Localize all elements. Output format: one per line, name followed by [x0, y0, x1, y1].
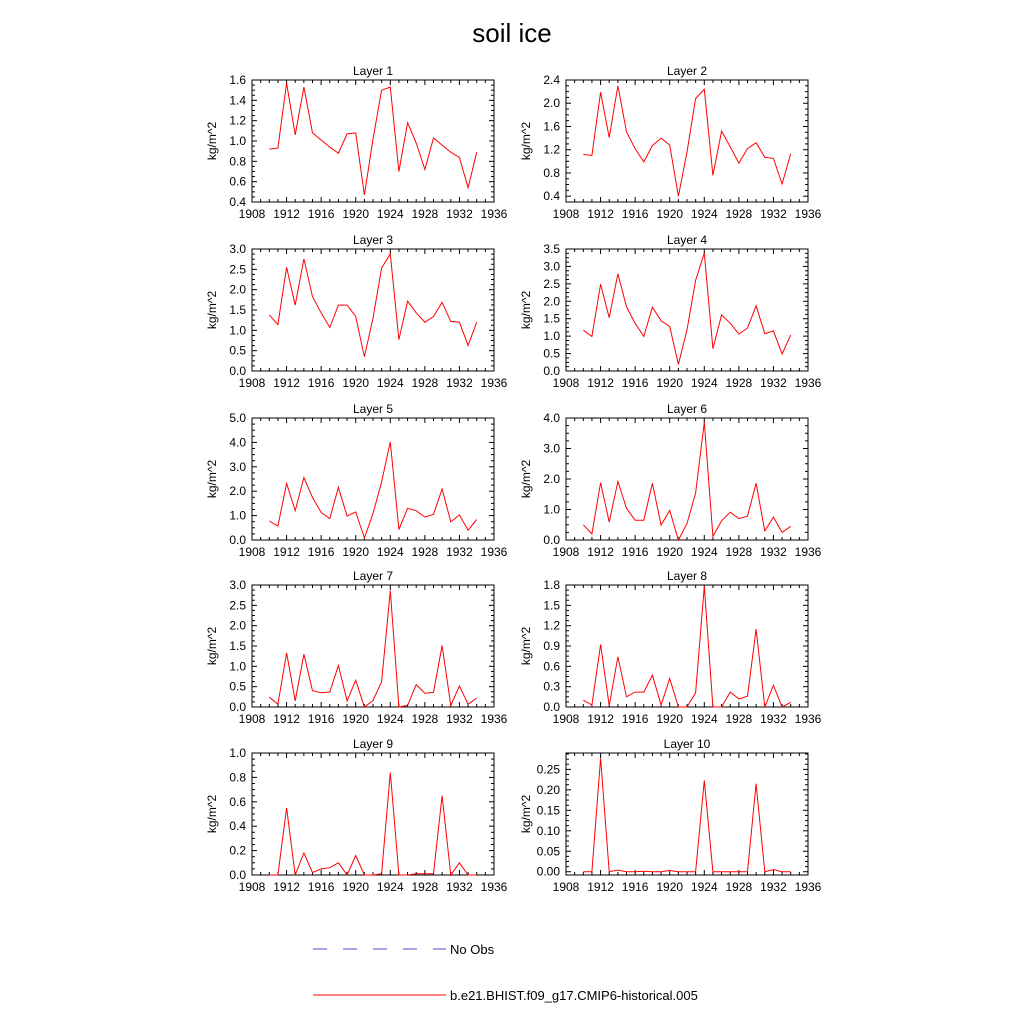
chart-8-xtick-label: 1920 [656, 712, 684, 726]
chart-9-ytick-label: 1.0 [229, 746, 246, 760]
chart-2-xtick-label: 1936 [794, 207, 822, 221]
chart-8-xtick-label: 1916 [621, 712, 649, 726]
chart-7-xtick-label: 1936 [480, 712, 508, 726]
chart-4-ytick-label: 1.5 [543, 311, 560, 326]
chart-5-ytick-label: 1.0 [229, 508, 246, 523]
chart-8-ytick-label: 1.5 [543, 598, 560, 613]
chart-1-ytick-label: 1.4 [229, 93, 246, 108]
legend-label-model: b.e21.BHIST.f09_g17.CMIP6-historical.005 [450, 988, 698, 1003]
chart-4-xtick-label: 1916 [621, 376, 649, 390]
chart-8-ytick-label: 0.0 [543, 700, 560, 714]
chart-2-ylabel: kg/m^2 [519, 121, 533, 161]
chart-2-xtick-label: 1932 [760, 207, 787, 221]
chart-1-xtick-label: 1916 [307, 207, 335, 221]
chart-5-xtick-label: 1912 [273, 545, 300, 559]
chart-8-ytick-label: 0.6 [543, 659, 560, 674]
chart-9-xtick-label: 1908 [238, 880, 266, 894]
chart-9-ytick-label: 0.6 [229, 794, 246, 809]
chart-10-ytick-label: 0.10 [536, 823, 560, 838]
chart-9-ytick-label: 0.8 [229, 770, 246, 785]
chart-10-ylabel: kg/m^2 [519, 794, 533, 834]
chart-9-ytick-label: 0.4 [229, 819, 246, 834]
chart-5-title: Layer 5 [352, 402, 394, 416]
chart-1-ytick-label: 0.6 [229, 174, 246, 189]
chart-6-xtick-label: 1932 [760, 545, 787, 559]
chart-4-ytick-label: 3.0 [543, 259, 560, 274]
chart-3-xtick-label: 1916 [307, 376, 335, 390]
chart-1-title: Layer 1 [352, 64, 394, 78]
chart-7-ytick-label: 2.5 [229, 598, 246, 613]
chart-8-xtick-label: 1932 [760, 712, 787, 726]
chart-9-xtick-label: 1936 [480, 880, 508, 894]
chart-3-xtick-label: 1924 [376, 376, 404, 390]
chart-1-ytick-label: 1.2 [229, 113, 246, 128]
chart-2-title: Layer 2 [666, 64, 708, 78]
chart-1-xtick-label: 1924 [376, 207, 404, 221]
chart-7-xtick-label: 1924 [376, 712, 404, 726]
chart-9-xtick-label: 1928 [411, 880, 439, 894]
chart-7-xtick-label: 1932 [446, 712, 473, 726]
chart-3-ylabel: kg/m^2 [205, 290, 219, 330]
chart-7-xtick-label: 1920 [342, 712, 370, 726]
chart-5-xtick-label: 1932 [446, 545, 473, 559]
chart-2-xtick-label: 1924 [690, 207, 718, 221]
chart-4-ylabel: kg/m^2 [519, 290, 533, 330]
chart-1-xtick-label: 1928 [411, 207, 439, 221]
chart-10-xtick-label: 1908 [552, 880, 580, 894]
chart-10-ytick-label: 0.05 [536, 844, 560, 859]
chart-4-xtick-label: 1928 [725, 376, 753, 390]
chart-4-ytick-label: 2.5 [543, 276, 560, 291]
chart-9-xtick-label: 1924 [376, 880, 404, 894]
chart-10-xtick-label: 1912 [587, 880, 614, 894]
chart-1-ytick-label: 1.0 [229, 134, 246, 148]
chart-6-ytick-label: 4.0 [543, 411, 560, 425]
chart-5-ytick-label: 2.0 [229, 484, 246, 499]
chart-9-ytick-label: 0.0 [229, 868, 246, 882]
chart-1-xtick-label: 1908 [238, 207, 266, 221]
chart-1-ytick-label: 0.8 [229, 154, 246, 169]
chart-5-ytick-label: 0.0 [229, 533, 246, 547]
chart-4-xtick-label: 1924 [690, 376, 718, 390]
figure-title: soil ice [472, 18, 552, 48]
chart-1-ytick-label: 0.4 [229, 195, 246, 209]
chart-6-xtick-label: 1920 [656, 545, 684, 559]
chart-10-xtick-label: 1928 [725, 880, 753, 894]
chart-6-xtick-label: 1916 [621, 545, 649, 559]
chart-7-ytick-label: 0.5 [229, 679, 246, 694]
chart-10-ytick-label: 0.25 [536, 762, 560, 777]
chart-9-ytick-label: 0.2 [229, 843, 246, 858]
chart-4-ytick-label: 0.5 [543, 346, 560, 361]
chart-6-title: Layer 6 [666, 402, 708, 416]
chart-7-ytick-label: 3.0 [229, 578, 246, 592]
chart-3-ytick-label: 0.0 [229, 364, 246, 378]
chart-2-ytick-label: 2.0 [543, 96, 560, 111]
chart-9-xtick-label: 1916 [307, 880, 335, 894]
chart-7-xtick-label: 1928 [411, 712, 439, 726]
chart-5-xtick-label: 1928 [411, 545, 439, 559]
chart-2-xtick-label: 1912 [587, 207, 614, 221]
chart-8-title: Layer 8 [666, 569, 708, 583]
chart-3-ytick-label: 2.0 [229, 282, 246, 297]
chart-5-ytick-label: 4.0 [229, 435, 246, 450]
chart-8-xtick-label: 1936 [794, 712, 822, 726]
chart-8-ylabel: kg/m^2 [519, 626, 533, 666]
chart-3-ytick-label: 1.0 [229, 323, 246, 338]
chart-9-xtick-label: 1912 [273, 880, 300, 894]
chart-5-xtick-label: 1916 [307, 545, 335, 559]
chart-6-xtick-label: 1924 [690, 545, 718, 559]
chart-6-ylabel: kg/m^2 [519, 459, 533, 499]
chart-2-xtick-label: 1928 [725, 207, 753, 221]
chart-7-title: Layer 7 [352, 569, 394, 583]
chart-4-ytick-label: 0.0 [543, 364, 560, 378]
chart-1-xtick-label: 1932 [446, 207, 473, 221]
chart-2-ytick-label: 1.6 [543, 119, 560, 134]
chart-3-xtick-label: 1928 [411, 376, 439, 390]
chart-1-xtick-label: 1936 [480, 207, 508, 221]
legend-label-no-obs: No Obs [450, 942, 495, 957]
chart-5-ylabel: kg/m^2 [205, 459, 219, 499]
chart-7-ytick-label: 1.0 [229, 659, 246, 674]
chart-3-xtick-label: 1932 [446, 376, 473, 390]
chart-9-xtick-label: 1932 [446, 880, 473, 894]
chart-4-xtick-label: 1912 [587, 376, 614, 390]
chart-8-ytick-label: 0.3 [543, 679, 560, 694]
chart-4-title: Layer 4 [666, 233, 708, 247]
chart-6-xtick-label: 1928 [725, 545, 753, 559]
chart-10-ytick-label: 0.15 [536, 803, 560, 818]
chart-7-xtick-label: 1908 [238, 712, 266, 726]
chart-10-xtick-label: 1920 [656, 880, 684, 894]
chart-2-xtick-label: 1908 [552, 207, 580, 221]
chart-6-ytick-label: 1.0 [543, 502, 560, 517]
chart-8-ytick-label: 1.2 [543, 618, 560, 633]
chart-6-xtick-label: 1936 [794, 545, 822, 559]
chart-8-xtick-label: 1908 [552, 712, 580, 726]
chart-3-xtick-label: 1936 [480, 376, 508, 390]
chart-8-ytick-label: 1.8 [543, 578, 560, 592]
chart-9-title: Layer 9 [352, 737, 394, 751]
chart-7-ytick-label: 0.0 [229, 700, 246, 714]
chart-5-xtick-label: 1920 [342, 545, 370, 559]
chart-3-ytick-label: 0.5 [229, 343, 246, 358]
chart-2-xtick-label: 1920 [656, 207, 684, 221]
chart-6-ytick-label: 3.0 [543, 441, 560, 456]
chart-6-xtick-label: 1908 [552, 545, 580, 559]
chart-4-ytick-label: 2.0 [543, 294, 560, 309]
chart-3-ytick-label: 1.5 [229, 303, 246, 317]
chart-4-ytick-label: 3.5 [543, 242, 560, 256]
chart-6-ytick-label: 2.0 [543, 472, 560, 486]
chart-7-ytick-label: 1.5 [229, 639, 246, 653]
chart-3-xtick-label: 1908 [238, 376, 266, 390]
chart-1-xtick-label: 1912 [273, 207, 300, 221]
chart-3-title: Layer 3 [352, 233, 394, 247]
chart-5-ytick-label: 5.0 [229, 411, 246, 425]
chart-10-xtick-label: 1916 [621, 880, 649, 894]
chart-9-ylabel: kg/m^2 [205, 794, 219, 834]
chart-10-title: Layer 10 [663, 737, 711, 751]
chart-4-xtick-label: 1936 [794, 376, 822, 390]
chart-7-xtick-label: 1916 [307, 712, 335, 726]
chart-10-xtick-label: 1924 [690, 880, 718, 894]
chart-8-xtick-label: 1912 [587, 712, 614, 726]
chart-5-xtick-label: 1936 [480, 545, 508, 559]
chart-3-ytick-label: 3.0 [229, 242, 246, 256]
chart-6-ytick-label: 0.0 [543, 533, 560, 547]
chart-10-xtick-label: 1936 [794, 880, 822, 894]
chart-7-xtick-label: 1912 [273, 712, 300, 726]
chart-1-ytick-label: 1.6 [229, 73, 246, 87]
chart-5-xtick-label: 1924 [376, 545, 404, 559]
chart-3-ytick-label: 2.5 [229, 262, 246, 277]
chart-10-ytick-label: 0.20 [536, 782, 560, 797]
chart-3-xtick-label: 1912 [273, 376, 300, 390]
chart-4-xtick-label: 1932 [760, 376, 787, 390]
chart-6-xtick-label: 1912 [587, 545, 614, 559]
chart-10-ytick-label: 0.00 [536, 864, 560, 879]
chart-7-ylabel: kg/m^2 [205, 626, 219, 666]
chart-9-xtick-label: 1920 [342, 880, 370, 894]
chart-2-ytick-label: 0.8 [543, 165, 560, 180]
chart-1-ylabel: kg/m^2 [205, 121, 219, 161]
chart-2-ytick-label: 2.4 [543, 73, 560, 87]
chart-8-xtick-label: 1928 [725, 712, 753, 726]
chart-2-ytick-label: 1.2 [543, 142, 560, 157]
chart-4-xtick-label: 1920 [656, 376, 684, 390]
chart-8-xtick-label: 1924 [690, 712, 718, 726]
chart-4-xtick-label: 1908 [552, 376, 580, 390]
chart-8-ytick-label: 0.9 [543, 639, 560, 653]
chart-5-ytick-label: 3.0 [229, 459, 246, 474]
chart-5-xtick-label: 1908 [238, 545, 266, 559]
chart-4-ytick-label: 1.0 [543, 329, 560, 344]
chart-2-ytick-label: 0.4 [543, 189, 560, 204]
chart-3-xtick-label: 1920 [342, 376, 370, 390]
chart-2-xtick-label: 1916 [621, 207, 649, 221]
chart-7-ytick-label: 2.0 [229, 618, 246, 633]
chart-1-xtick-label: 1920 [342, 207, 370, 221]
chart-10-xtick-label: 1932 [760, 880, 787, 894]
